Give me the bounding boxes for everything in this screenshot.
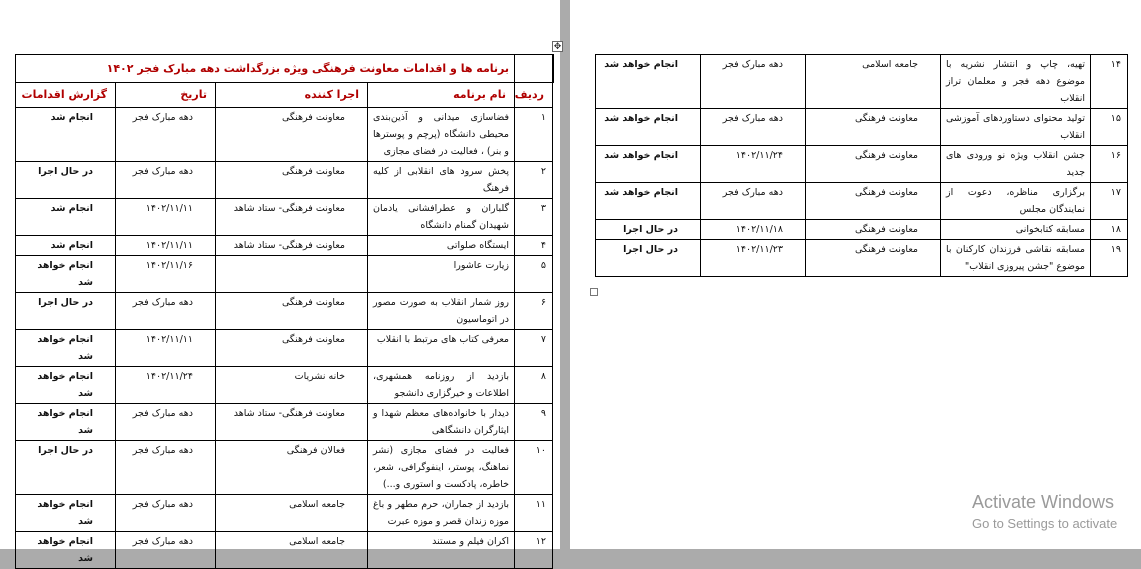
table-row — [16, 199, 553, 236]
executor-cell: خانه نشریات — [216, 367, 368, 404]
watermark-subtitle: Go to Settings to activate — [972, 516, 1118, 531]
executor-cell: معاونت فرهنگی — [216, 108, 368, 162]
report-status-cell: انجام خواهد شد — [596, 55, 701, 109]
report-status-cell: انجام خواهد شد — [16, 532, 116, 569]
table-row — [596, 146, 1128, 183]
report-status-cell: انجام شد — [16, 236, 116, 256]
date-cell: ۱۴۰۲/۱۱/۲۴ — [116, 367, 216, 404]
row-number-cell: ۷ — [515, 330, 553, 367]
report-status-cell: در حال اجرا — [16, 293, 116, 330]
table-row — [16, 495, 553, 532]
resize-square-icon[interactable] — [590, 288, 598, 296]
executor-cell: معاونت فرهنگی — [806, 183, 941, 220]
row-number-cell: ۱۶ — [1091, 146, 1128, 183]
header-report: گزارش اقدامات — [16, 83, 116, 108]
header-executor: اجرا کننده — [216, 83, 368, 108]
table-row — [16, 293, 553, 330]
document-page-left — [0, 0, 562, 564]
row-number-cell: ۱۷ — [1091, 183, 1128, 220]
executor-cell: معاونت فرهنگی — [806, 146, 941, 183]
date-cell: ۱۴۰۲/۱۱/۱۱ — [116, 330, 216, 367]
program-name-cell: تولید محتوای دستاوردهای آموزشی انقلاب — [941, 109, 1091, 146]
row-number-cell: ۱۴ — [1091, 55, 1128, 109]
row-number-cell: ۴ — [515, 236, 553, 256]
row-number-cell: ۱۹ — [1091, 240, 1128, 277]
date-cell: دهه مبارک فجر — [701, 183, 806, 220]
table-row — [16, 367, 553, 404]
move-cross-icon[interactable]: ✥ — [553, 42, 562, 52]
date-cell: دهه مبارک فجر — [116, 532, 216, 569]
program-table-left — [15, 54, 554, 569]
report-status-cell: انجام خواهد شد — [16, 367, 116, 404]
row-number-cell: ۱۸ — [1091, 220, 1128, 240]
table-row — [16, 236, 553, 256]
date-cell: ۱۴۰۲/۱۱/۲۳ — [701, 240, 806, 277]
report-status-cell: انجام خواهد شد — [16, 404, 116, 441]
date-cell: دهه مبارک فجر — [116, 162, 216, 199]
row-number-cell: ۶ — [515, 293, 553, 330]
program-name-cell: مسابقه کتابخوانی — [941, 220, 1091, 240]
table-row — [596, 109, 1128, 146]
program-name-cell: ایستگاه صلواتی — [368, 236, 515, 256]
executor-cell: جامعه اسلامی — [216, 532, 368, 569]
header-date: تاریخ — [116, 83, 216, 108]
row-number-cell: ۵ — [515, 256, 553, 293]
executor-cell: معاونت فرهنگی- ستاد شاهد — [216, 199, 368, 236]
report-status-cell: انجام خواهد شد — [16, 256, 116, 293]
watermark-title: Activate Windows — [972, 492, 1115, 512]
report-status-cell: انجام خواهد شد — [596, 183, 701, 220]
program-table-right — [595, 54, 1128, 277]
program-name-cell: پخش سرود های انقلابی از کلیه فرهنگ — [368, 162, 515, 199]
row-number-cell: ۱۲ — [515, 532, 553, 569]
program-name-cell: گلباران و عطرافشانی یادمان شهیدان گمنام دانشگاه — [368, 199, 515, 236]
row-number-cell: ۱۰ — [515, 441, 553, 495]
program-name-cell: زیارت عاشورا — [368, 256, 515, 293]
report-status-cell: انجام شد — [16, 199, 116, 236]
header-row-no: ردیف — [515, 83, 553, 108]
row-number-cell: ۳ — [515, 199, 553, 236]
report-status-cell: انجام شد — [16, 108, 116, 162]
table-title: برنامه ها و اقدامات معاونت فرهنگی ویژه بزرگداشت دهه مبارک فجر ۱۴۰۲ — [16, 55, 515, 83]
program-name-cell: بازدید از روزنامه همشهری، اطلاعات و خیرگزاری دانشجو — [368, 367, 515, 404]
table-row — [16, 532, 553, 569]
program-name-cell: اکران فیلم و مستند — [368, 532, 515, 569]
program-name-cell: جشن انقلاب ویژه نو ورودی های جدید — [941, 146, 1091, 183]
header-program: نام برنامه — [368, 83, 515, 108]
program-name-cell: روز شمار انقلاب به صورت مصور در اتوماسیون — [368, 293, 515, 330]
executor-cell: معاونت فرهنگی — [216, 162, 368, 199]
executor-cell: فعالان فرهنگی — [216, 441, 368, 495]
row-number-cell: ۹ — [515, 404, 553, 441]
program-name-cell: فضاسازی میدانی و آذین‌بندی محیطی دانشگاه (پرچم و پوسترها و بنر) ، فعالیت در فضای مجازی — [368, 108, 515, 162]
program-name-cell: دیدار با خانواده‌های معظم شهدا و ایثارگران دانشگاهی — [368, 404, 515, 441]
report-status-cell: در حال اجرا — [16, 441, 116, 495]
date-cell: ۱۴۰۲/۱۱/۱۶ — [116, 256, 216, 293]
date-cell: ۱۴۰۲/۱۱/۱۱ — [116, 199, 216, 236]
table-body-right — [596, 55, 1128, 277]
date-cell: دهه مبارک فجر — [116, 108, 216, 162]
table-row — [596, 55, 1128, 109]
table-row — [596, 240, 1128, 277]
report-status-cell: انجام خواهد شد — [16, 495, 116, 532]
activate-windows-watermark — [972, 492, 1117, 533]
table-row — [596, 220, 1128, 240]
row-number-cell: ۱۵ — [1091, 109, 1128, 146]
table-row — [16, 256, 553, 293]
report-status-cell: انجام خواهد شد — [596, 146, 701, 183]
date-cell: ۱۴۰۲/۱۱/۲۴ — [701, 146, 806, 183]
executor-cell: جامعه اسلامی — [806, 55, 941, 109]
program-name-cell: مسابقه نقاشی فرزندان کارکنان با موضوع "جشن پیروزی انقلاب" — [941, 240, 1091, 277]
date-cell: دهه مبارک فجر — [116, 293, 216, 330]
executor-cell: معاونت فرهنگی- ستاد شاهد — [216, 404, 368, 441]
executor-cell: معاونت فرهنگی — [806, 109, 941, 146]
date-cell: دهه مبارک فجر — [701, 109, 806, 146]
date-cell: دهه مبارک فجر — [701, 55, 806, 109]
executor-cell: معاونت فرهنگی — [216, 330, 368, 367]
executor-cell: معاونت فرهنگی — [216, 293, 368, 330]
table-row — [16, 330, 553, 367]
document-page-right — [570, 0, 1141, 549]
program-name-cell: بازدید از جماران، حرم مطهر و باغ موزه زندان قصر و موزه عبرت — [368, 495, 515, 532]
report-status-cell: انجام خواهد شد — [16, 330, 116, 367]
program-name-cell: تهیه، چاپ و انتشار نشریه با موضوع دهه فجر و معلمان تراز انقلاب — [941, 55, 1091, 109]
executor-cell: جامعه اسلامی — [216, 495, 368, 532]
executor-cell: معاونت فرهنگی — [806, 220, 941, 240]
header-row — [16, 83, 553, 108]
table-row — [16, 162, 553, 199]
table-row — [16, 441, 553, 495]
date-cell: دهه مبارک فجر — [116, 441, 216, 495]
table-row — [16, 108, 553, 162]
table-body-left — [16, 108, 553, 569]
executor-cell: معاونت فرهنگی — [806, 240, 941, 277]
report-status-cell: انجام خواهد شد — [596, 109, 701, 146]
date-cell: ۱۴۰۲/۱۱/۱۱ — [116, 236, 216, 256]
table-row — [596, 183, 1128, 220]
row-number-cell: ۱ — [515, 108, 553, 162]
row-number-cell: ۸ — [515, 367, 553, 404]
date-cell: دهه مبارک فجر — [116, 495, 216, 532]
title-row — [16, 55, 553, 83]
row-number-cell: ۲ — [515, 162, 553, 199]
report-status-cell: در حال اجرا — [596, 240, 701, 277]
executor-cell: معاونت فرهنگی- ستاد شاهد — [216, 236, 368, 256]
date-cell: دهه مبارک فجر — [116, 404, 216, 441]
program-name-cell: معرفی کتاب های مرتبط با انقلاب — [368, 330, 515, 367]
date-cell: ۱۴۰۲/۱۱/۱۸ — [701, 220, 806, 240]
program-name-cell: فعالیت در فضای مجازی (نشر نماهنگ، پوستر، اینفوگرافی، شعر، خاطره، پادکست و استوری و...) — [368, 441, 515, 495]
report-status-cell: در حال اجرا — [596, 220, 701, 240]
title-number-cell — [515, 55, 553, 83]
executor-cell — [216, 256, 368, 293]
report-status-cell: در حال اجرا — [16, 162, 116, 199]
program-name-cell: برگزاری مناظره، دعوت از نمایندگان مجلس — [941, 183, 1091, 220]
row-number-cell: ۱۱ — [515, 495, 553, 532]
table-row — [16, 404, 553, 441]
